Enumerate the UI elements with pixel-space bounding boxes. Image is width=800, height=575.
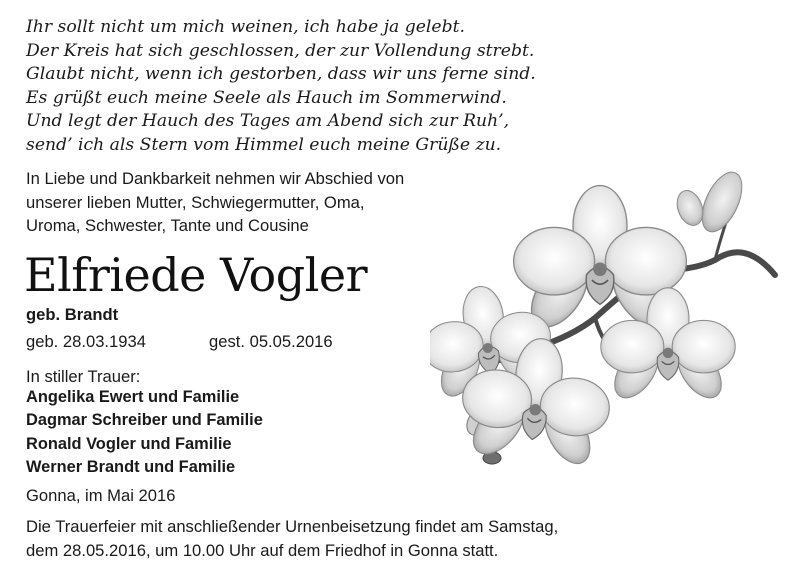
death-date: gest. 05.05.2016 — [209, 332, 333, 351]
maiden-name: geb. Brandt — [26, 305, 119, 324]
intro-line: In Liebe und Dankbarkeit nehmen wir Abschied von — [26, 169, 405, 188]
life-dates — [26, 330, 333, 354]
place-date: Gonna, im Mai 2016 — [26, 486, 176, 505]
poem-line: Und legt der Hauch des Tages am Abend sich zur Ruh’, — [26, 111, 510, 131]
poem-line: Glaubt nicht, wenn ich gestorben, dass wir uns ferne sind. — [26, 64, 536, 84]
funeral-notice — [26, 515, 558, 562]
mourner-family: Dagmar Schreiber und Familie — [26, 411, 263, 430]
notice-line: dem 28.05.2016, um 10.00 Uhr auf dem Friedhof in Gonna statt. — [26, 540, 499, 560]
orchid-branch-icon — [430, 150, 800, 480]
mourner-list — [26, 386, 263, 479]
mourner-family: Werner Brandt und Familie — [26, 457, 236, 476]
mourning-label: In stiller Trauer: — [26, 367, 141, 386]
poem-line: send’ ich als Stern vom Himmel euch meine Grüße zu. — [26, 134, 502, 155]
poem-line: Der Kreis hat sich geschlossen, der zur Vollendung strebt. — [26, 40, 535, 61]
notice-line: Die Trauerfeier mit anschließender Urnenbeisetzung findet am Samstag, — [26, 517, 559, 536]
poem — [26, 16, 536, 157]
intro-line: Uroma, Schwester, Tante und Cousine — [26, 216, 309, 235]
deceased-name: Elfriede Vogler — [24, 248, 368, 302]
intro-line: unserer lieben Mutter, Schwiegermutter, Oma, — [26, 192, 365, 212]
intro-text — [26, 167, 404, 238]
birth-date: geb. 28.03.1934 — [26, 332, 146, 351]
poem-line: Ihr sollt nicht um mich weinen, ich habe ja gelebt. — [26, 17, 465, 37]
poem-line: Es grüßt euch meine Seele als Hauch im Sommerwind. — [26, 87, 507, 108]
mourner-family: Angelika Ewert und Familie — [26, 388, 240, 406]
mourner-family: Ronald Vogler und Familie — [26, 434, 232, 453]
